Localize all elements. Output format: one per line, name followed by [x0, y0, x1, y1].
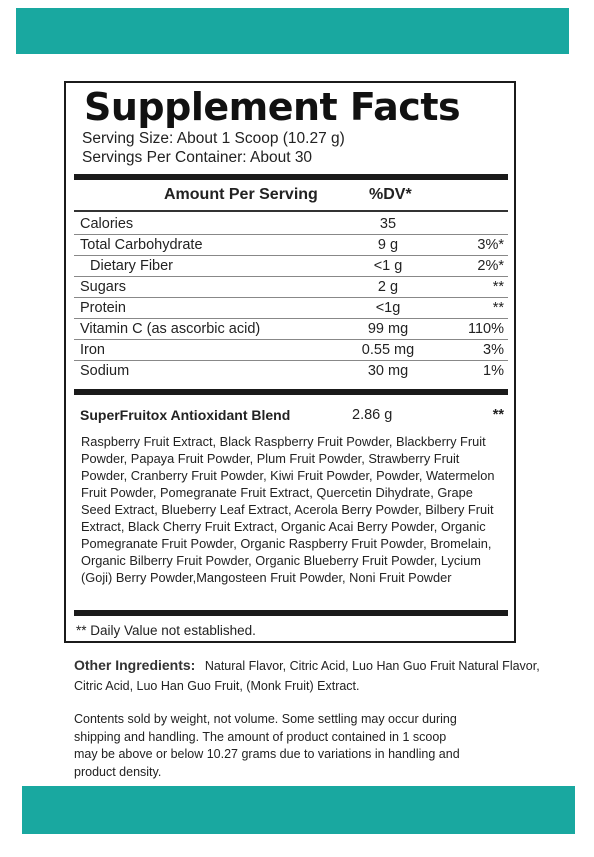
panel-title: Supplement Facts	[84, 85, 461, 129]
divider-header	[74, 210, 508, 212]
nutrient-label: Sodium	[80, 363, 130, 379]
blend-amount: 2.86 g	[352, 407, 393, 423]
blend-dv: **	[492, 407, 504, 423]
nutrient-row-calories	[74, 214, 508, 235]
nutrient-amount: <1g	[375, 300, 401, 316]
nutrient-label: Total Carbohydrate	[80, 237, 203, 253]
nutrient-row-sodium	[74, 361, 508, 382]
nutrient-dv: 3%*	[477, 237, 504, 253]
divider-thick	[74, 174, 508, 180]
supplement-facts-panel	[64, 81, 516, 643]
nutrient-label: Vitamin C (as ascorbic acid)	[80, 321, 261, 337]
contents-note: Contents sold by weight, not volume. Some settling may occur during shipping and handling. The amount of product contained in 1 scoop may be above or below 10.27 grams due to variations in handling and product density.	[74, 712, 460, 779]
nutrient-label: Dietary Fiber	[90, 258, 173, 274]
other-ingredients	[74, 655, 544, 696]
servings-per-container: Servings Per Container: About 30	[82, 149, 313, 166]
nutrient-dv: 1%	[483, 363, 504, 379]
divider-thick	[74, 389, 508, 395]
nutrient-label: Protein	[80, 300, 126, 316]
serving-size: Serving Size: About 1 Scoop (10.27 g)	[82, 130, 345, 147]
nutrient-amount: <1 g	[373, 258, 403, 274]
divider-thick	[74, 610, 508, 616]
bottom-accent-band	[22, 786, 575, 834]
nutrient-row-dietary-fiber	[74, 256, 508, 277]
nutrient-dv: **	[492, 279, 504, 295]
nutrient-row-protein	[74, 298, 508, 319]
nutrient-amount: 99 mg	[367, 321, 409, 337]
nutrient-row-vitamin-c	[74, 319, 508, 340]
nutrient-amount: 35	[379, 216, 397, 232]
top-accent-band	[16, 8, 569, 54]
other-ingredients-label: Other Ingredients:	[74, 657, 196, 673]
nutrient-dv: **	[492, 300, 504, 316]
header-daily-value: %DV*	[369, 186, 412, 203]
blend-name: SuperFruitox Antioxidant Blend	[80, 407, 291, 423]
nutrient-amount: 9 g	[377, 237, 399, 253]
nutrient-amount: 2 g	[377, 279, 399, 295]
nutrient-dv: 3%	[483, 342, 504, 358]
nutrient-row-total-carbohydrate	[74, 235, 508, 256]
nutrient-label: Sugars	[80, 279, 126, 295]
header-amount-per-serving: Amount Per Serving	[164, 186, 318, 203]
daily-value-note: ** Daily Value not established.	[76, 623, 256, 638]
nutrient-amount: 0.55 mg	[361, 342, 415, 358]
nutrient-label: Iron	[80, 342, 105, 358]
nutrient-row-iron	[74, 340, 508, 361]
nutrient-dv: 110%	[467, 321, 504, 337]
nutrient-label: Calories	[80, 216, 134, 232]
nutrient-amount: 30 mg	[367, 363, 409, 379]
other-ingredients-text: Natural Flavor, Citric Acid, Luo Han Guo Fruit Natural Flavor, Citric Acid, Luo Han Guo Fruit, (Monk Fruit) Extract.	[74, 659, 540, 693]
nutrient-row-sugars	[74, 277, 508, 298]
nutrient-dv: 2%*	[477, 258, 504, 274]
blend-ingredients: Raspberry Fruit Extract, Black Raspberry Fruit Powder, Blackberry Fruit Powder, Papaya Fruit Powder, Plum Fruit Powder, Strawberry Fruit Powder, Cranberry Fruit Powder, Kiwi Fruit Powder, Powder, Watermelon Fruit Powder, Pomegranate Fruit Extract, Quercetin Dihydrate, Grape Seed Extract, Blueberry Leaf Extract, Acerola Berry Powder, Bilbery Fruit Extract, Black Cherry Fruit Extract, Organic Acai Berry Powder, Organic Pomegranate Fruit Powder, Organic Raspberry Fruit Powder, Bromelain, Organic Bilberry Fruit Powder, Organic Blueberry Fruit Powder, Lycium (Goji) Berry Powder,Mangosteen Fruit Powder, Noni Fruit Powder	[81, 434, 495, 585]
